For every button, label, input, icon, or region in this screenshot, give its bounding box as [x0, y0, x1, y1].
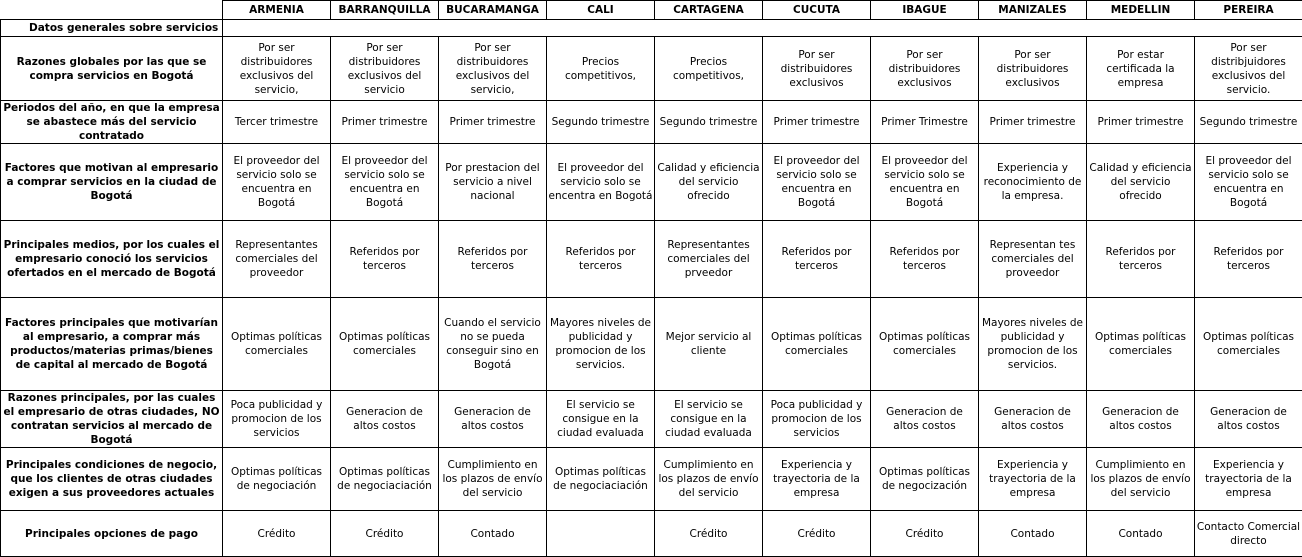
table-row: [1, 101, 1302, 144]
table-cell: Generacion de altos costos: [439, 391, 547, 448]
row-label: Principales opciones de pago: [1, 511, 223, 557]
table-cell: El servicio se consigue en la ciudad evaluada: [547, 391, 655, 448]
table-cell: Contado: [1087, 511, 1195, 557]
table-cell: Cumplimiento en los plazos de envío del servicio: [1087, 448, 1195, 511]
section-row: [1, 20, 1302, 37]
table-cell: Experiencia y reconocimiento de la empresa.: [979, 144, 1087, 221]
table-cell: Segundo trimestre: [655, 101, 763, 144]
row-label: Principales medios, por los cuales el empresario conoció los servicios ofertados en el mercado de Bogotá: [1, 221, 223, 298]
table-cell: Por prestacion del servicio a nivel nacional: [439, 144, 547, 221]
table-cell: Generacion de altos costos: [331, 391, 439, 448]
table-cell: Crédito: [655, 511, 763, 557]
table-cell: Optimas políticas de negociaciación: [331, 448, 439, 511]
table-cell: Primer trimestre: [763, 101, 871, 144]
table-cell: Primer trimestre: [439, 101, 547, 144]
table-cell: El proveedor del servicio solo se encuentra en Bogotá: [331, 144, 439, 221]
table-cell: Crédito: [763, 511, 871, 557]
city-header: IBAGUE: [871, 1, 979, 20]
table-cell: Experiencia y trayectoria de la empresa: [979, 448, 1087, 511]
table-cell: El proveedor del servicio solo se encentra en Bogotá: [547, 144, 655, 221]
table-cell: Por ser distribuidores exclusivos: [871, 37, 979, 101]
table-cell: Contacto Comercial directo: [1195, 511, 1302, 557]
table-cell: Referidos por terceros: [1087, 221, 1195, 298]
table-cell: Mayores niveles de publicidad y promocion de los servicios.: [979, 298, 1087, 391]
table-cell: Optimas políticas comerciales: [871, 298, 979, 391]
table-cell: Por ser distribuidores exclusivos: [979, 37, 1087, 101]
section-title: Datos generales sobre servicios: [1, 20, 223, 37]
table-cell: Por ser distribjuidores exclusivos del servicio.: [1195, 37, 1302, 101]
table-cell: Optimas políticas de negocización: [871, 448, 979, 511]
table-cell: Poca publicidad y promocion de los servicios: [223, 391, 331, 448]
row-label: Principales condiciones de negocio, que los clientes de otras ciudades exigen a sus proveedores actuales: [1, 448, 223, 511]
table-cell: Optimas políticas comerciales: [1195, 298, 1302, 391]
city-header: MEDELLIN: [1087, 1, 1195, 20]
table-cell: Por ser distribuidores exclusivos del servicio: [331, 37, 439, 101]
table-cell: Tercer trimestre: [223, 101, 331, 144]
city-header: CALI: [547, 1, 655, 20]
table-cell: Optimas políticas de negociación: [223, 448, 331, 511]
table-cell: Primer trimestre: [331, 101, 439, 144]
table-cell: Calidad y eficiencia del servicio ofrecido: [1087, 144, 1195, 221]
table-cell: Representan tes comerciales del proveedor: [979, 221, 1087, 298]
table-cell: Crédito: [223, 511, 331, 557]
table-cell: El proveedor del servicio solo se encuentra en Bogotá: [763, 144, 871, 221]
table-row: [1, 511, 1302, 557]
city-header: PEREIRA: [1195, 1, 1302, 20]
table-cell: [547, 511, 655, 557]
table-cell: Referidos por terceros: [871, 221, 979, 298]
table-cell: Experiencia y trayectoria de la empresa: [763, 448, 871, 511]
table-cell: Optimas políticas comerciales: [763, 298, 871, 391]
table-cell: Por ser distribuidores exclusivos del servicio,: [223, 37, 331, 101]
table-cell: Representantes comerciales del prveedor: [655, 221, 763, 298]
table-row: [1, 391, 1302, 448]
table-cell: Primer trimestre: [1087, 101, 1195, 144]
table-cell: Referidos por terceros: [547, 221, 655, 298]
row-label: Razones principales, por las cuales el empresario de otras ciudades, NO contratan servicios al mercado de Bogotá: [1, 391, 223, 448]
table-cell: Poca publicidad y promocion de los servicios: [763, 391, 871, 448]
table-cell: Por estar certificada la empresa: [1087, 37, 1195, 101]
table-cell: Por ser distribuidores exclusivos: [763, 37, 871, 101]
table-cell: Segundo trimestre: [1195, 101, 1302, 144]
section-filler: [223, 20, 1302, 37]
table-body: [1, 20, 1302, 557]
row-label: Periodos del año, en que la empresa se abastece más del servicio contratado: [1, 101, 223, 144]
table-row: [1, 448, 1302, 511]
table-row: [1, 298, 1302, 391]
table-cell: Cumplimiento en los plazos de envío del servicio: [655, 448, 763, 511]
table-cell: El servicio se consigue en la ciudad evaluada: [655, 391, 763, 448]
table-cell: Primer trimestre: [979, 101, 1087, 144]
table-cell: Precios competitivos,: [655, 37, 763, 101]
table-cell: Contado: [979, 511, 1087, 557]
table-cell: Optimas políticas comerciales: [1087, 298, 1195, 391]
table-row: [1, 144, 1302, 221]
table-cell: El proveedor del servicio solo se encuentra en Bogotá: [223, 144, 331, 221]
table-cell: Generacion de altos costos: [871, 391, 979, 448]
table-cell: Referidos por terceros: [1195, 221, 1302, 298]
row-label: Razones globales por las que se compra servicios en Bogotá: [1, 37, 223, 101]
table-cell: Representantes comerciales del proveedor: [223, 221, 331, 298]
table-cell: Crédito: [331, 511, 439, 557]
table-cell: Referidos por terceros: [331, 221, 439, 298]
table-cell: Optimas políticas comerciales: [223, 298, 331, 391]
table-cell: Generacion de altos costos: [1087, 391, 1195, 448]
header-row: [1, 1, 1302, 20]
table-cell: Cuando el servicio no se pueda conseguir sino en Bogotá: [439, 298, 547, 391]
table-cell: Mejor servicio al cliente: [655, 298, 763, 391]
table-cell: Por ser distribuidores exclusivos del servicio,: [439, 37, 547, 101]
row-label: Factores principales que motivarían al empresario, a comprar más productos/materias primas/bienes de capital al mercado de Bogotá: [1, 298, 223, 391]
table-cell: Referidos por terceros: [763, 221, 871, 298]
table-cell: Referidos por terceros: [439, 221, 547, 298]
table-cell: Calidad y eficiencia del servicio ofrecido: [655, 144, 763, 221]
table-cell: Precios competitivos,: [547, 37, 655, 101]
city-header: MANIZALES: [979, 1, 1087, 20]
table-cell: Generacion de altos costos: [979, 391, 1087, 448]
table-cell: El proveedor del servicio solo se encuentra en Bogotá: [1195, 144, 1302, 221]
table-cell: Experiencia y trayectoria de la empresa: [1195, 448, 1302, 511]
table-cell: Crédito: [871, 511, 979, 557]
table-cell: Mayores niveles de publicidad y promocion de los servicios.: [547, 298, 655, 391]
table-cell: Cumplimiento en los plazos de envío del servicio: [439, 448, 547, 511]
table-row: [1, 37, 1302, 101]
table-cell: Generacion de altos costos: [1195, 391, 1302, 448]
city-header: BUCARAMANGA: [439, 1, 547, 20]
city-header: CUCUTA: [763, 1, 871, 20]
table-cell: Contado: [439, 511, 547, 557]
table-cell: El proveedor del servicio solo se encuentra en Bogotá: [871, 144, 979, 221]
table-cell: Primer Trimestre: [871, 101, 979, 144]
city-header: ARMENIA: [223, 1, 331, 20]
city-header: BARRANQUILLA: [331, 1, 439, 20]
table-cell: Optimas políticas comerciales: [331, 298, 439, 391]
table-row: [1, 221, 1302, 298]
header-corner: [1, 1, 223, 20]
table-cell: Segundo trimestre: [547, 101, 655, 144]
table-cell: Optimas políticas de negociaciación: [547, 448, 655, 511]
city-header: CARTAGENA: [655, 1, 763, 20]
row-label: Factores que motivan al empresario a comprar servicios en la ciudad de Bogotá: [1, 144, 223, 221]
